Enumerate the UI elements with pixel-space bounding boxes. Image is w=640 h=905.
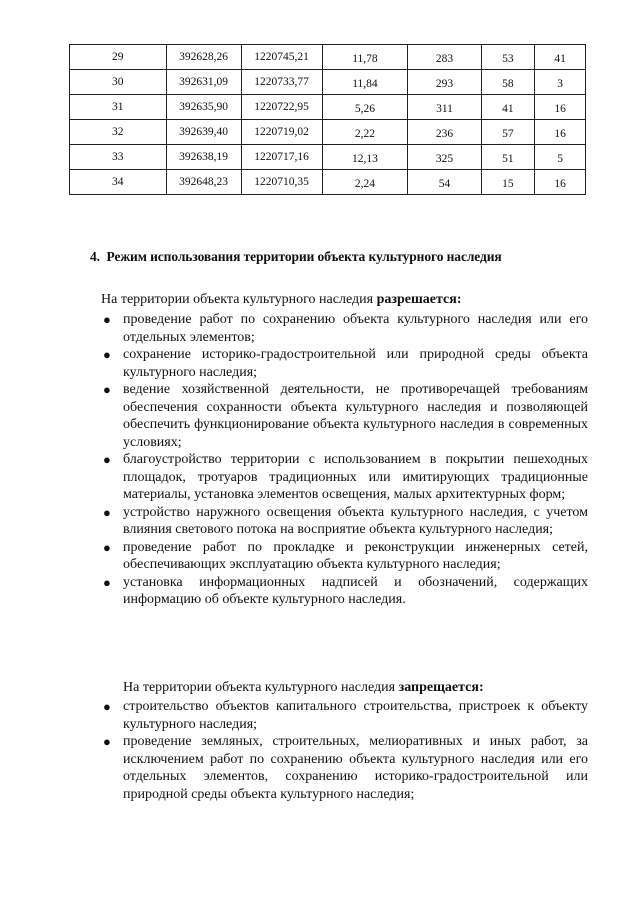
coordinates-table [69,44,586,195]
table-row [70,145,586,170]
table-cell-seconds: 5 [535,145,586,170]
table-cell-degrees: 236 [408,120,481,145]
list-item [101,698,588,733]
table-cell-seconds: 3 [535,70,586,95]
forbidden-keyword: запрещается: [398,680,484,695]
table-cell-x: 392639,40 [166,120,241,145]
list-item-text: проведение работ по прокладке и реконструкции инженерных сетей, обеспечивающих эксплуатацию объекта культурного наследия; [123,539,588,572]
allowed-keyword: разрешается: [376,292,462,307]
list-item [101,539,588,574]
table-cell-point: 31 [70,95,167,120]
list-item-text: проведение земляных, строительных, мелиоративных и иных работ, за исключением работ по сохранению объекта культурного наследия или его отдельных элементов, сохранению историко-градостроительной или природной среды объекта культурного наследия; [123,734,588,802]
table-cell-y: 1220745,21 [241,45,322,70]
bullet-icon: ● [103,312,111,327]
table-cell-degrees: 293 [408,70,481,95]
table-cell-point: 33 [70,145,167,170]
table-row [70,120,586,145]
table-cell-x: 392638,19 [166,145,241,170]
table-cell-point: 34 [70,170,167,195]
table-cell-length: 12,13 [322,145,408,170]
list-item-text: сохранение историко-градостроительной или природной среды объекта культурного наследия; [123,347,588,380]
table-cell-degrees: 311 [408,95,481,120]
table-cell-point: 29 [70,45,167,70]
forbidden-list [101,698,588,803]
table-cell-length: 5,26 [322,95,408,120]
allowed-list [101,311,588,609]
table-cell-degrees: 283 [408,45,481,70]
table-row [70,170,586,195]
list-item [101,574,588,609]
table-cell-minutes: 57 [481,120,535,145]
table-cell-x: 392648,23 [166,170,241,195]
table-cell-length: 11,78 [322,45,408,70]
allowed-intro-text: На территории объекта культурного наследия [101,292,377,307]
table-cell-seconds: 41 [535,45,586,70]
list-item [101,311,588,346]
table-cell-point: 30 [70,70,167,95]
bullet-icon: ● [103,382,111,397]
table-cell-y: 1220719,02 [241,120,322,145]
table-row [70,95,586,120]
table-cell-y: 1220722,95 [241,95,322,120]
list-item [101,733,588,803]
table-cell-minutes: 51 [481,145,535,170]
section-title: Режим использования территории объекта культурного наследия [106,249,502,264]
allowed-intro [101,292,462,308]
table-cell-seconds: 16 [535,95,586,120]
bullet-icon: ● [103,347,111,362]
table-cell-minutes: 53 [481,45,535,70]
table-cell-length: 11,84 [322,70,408,95]
table-cell-degrees: 325 [408,145,481,170]
table-cell-y: 1220710,35 [241,170,322,195]
table-cell-minutes: 41 [481,95,535,120]
table-cell-seconds: 16 [535,120,586,145]
forbidden-intro [123,680,484,696]
list-item [101,381,588,451]
list-item [101,451,588,504]
list-item-text: проведение работ по сохранению объекта культурного наследия или его отдельных элементов; [123,312,588,345]
coordinates-table-body [70,45,586,195]
list-item [101,504,588,539]
forbidden-intro-text: На территории объекта культурного наследия [123,680,399,695]
list-item-text: устройство наружного освещения объекта культурного наследия, с учетом влияния светового потока на восприятие объекта культурного наследия; [123,504,588,537]
bullet-icon: ● [103,574,111,590]
table-cell-x: 392635,90 [166,95,241,120]
list-item [101,346,588,381]
table-row [70,70,586,95]
list-item-text: строительство объектов капитального строительства, пристроек к объекту культурного наследия; [123,699,588,732]
table-cell-point: 32 [70,120,167,145]
bullet-icon: ● [103,734,111,749]
table-cell-minutes: 58 [481,70,535,95]
table-cell-y: 1220733,77 [241,70,322,95]
bullet-icon: ● [103,504,111,520]
section-number: 4. [90,249,100,264]
bullet-icon: ● [103,539,111,555]
bullet-icon: ● [103,452,111,467]
table-cell-x: 392631,09 [166,70,241,95]
list-item-text: благоустройство территории с использованием в покрытии пешеходных площадок, тротуаров традиционных или имитирующих традиционные материалы, установка элементов освещения, малых архитектурных форм; [123,452,588,502]
section-heading [90,249,600,265]
table-cell-y: 1220717,16 [241,145,322,170]
table-cell-length: 2,22 [322,120,408,145]
list-item-text: установка информационных надписей и обозначений, содержащих информацию об объекте культурного наследия. [123,574,588,607]
table-cell-minutes: 15 [481,170,535,195]
bullet-icon: ● [103,699,111,714]
list-item-text: ведение хозяйственной деятельности, не противоречащей требованиям обеспечения сохранности объекта культурного наследия и позволяющей обеспечить функционирование объекта культурного наследия в современных условиях; [123,382,588,450]
table-cell-seconds: 16 [535,170,586,195]
table-cell-x: 392628,26 [166,45,241,70]
table-cell-degrees: 54 [408,170,481,195]
table-row [70,45,586,70]
table-cell-length: 2,24 [322,170,408,195]
